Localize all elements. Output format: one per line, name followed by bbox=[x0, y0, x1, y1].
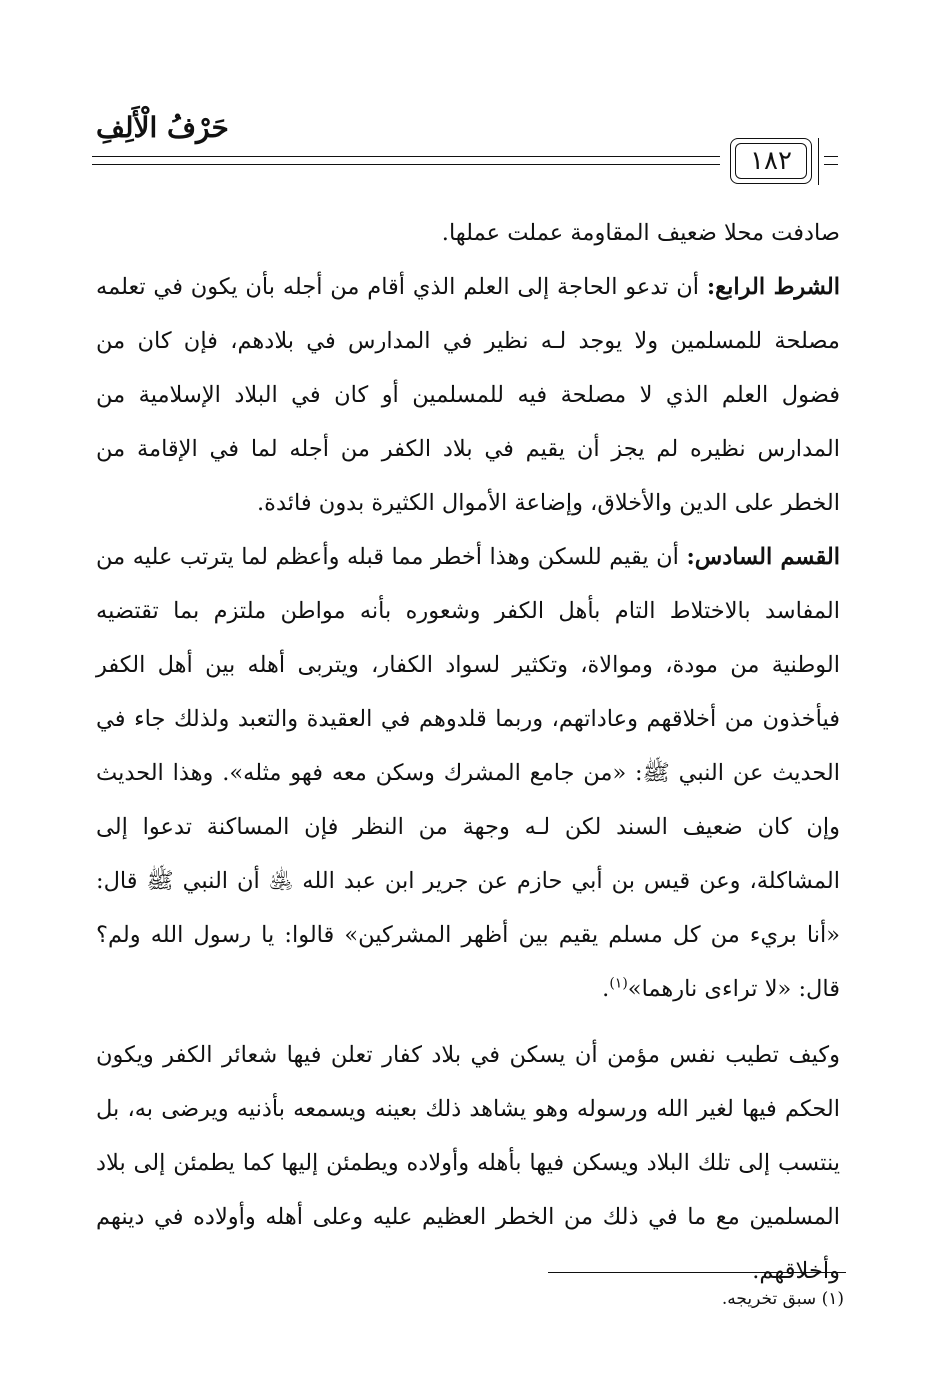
header-rule-right-bottom bbox=[824, 164, 838, 165]
footnote: (١) سبق تخريجه. bbox=[721, 1289, 844, 1309]
paragraph-3-lead: القسم السادس: bbox=[686, 544, 840, 570]
paragraph-4 bbox=[96, 1028, 840, 1298]
footnote-separator bbox=[548, 1272, 846, 1273]
paragraph-2-text: أن تدعو الحاجة إلى العلم الذي أقام من أجله بأن يكون في تعلمه مصلحة للمسلمين ولا يوجد لـه نظير في المدارس في بلادهم، فإن كان من فضول العلم الذي لا مصلحة فيه للمسلمين أو كان في البلاد الإسلامية من المدارس نظيره لم يجز أن يقيم في بلاد الكفر من أجله لما في الإقامة من الخطر على الدين والأخلاق، وإضاعة الأموال الكثيرة بدون فائدة. bbox=[96, 274, 840, 516]
paragraph-2 bbox=[96, 260, 840, 530]
paragraph-2-lead: الشرط الرابع: bbox=[706, 274, 841, 300]
header-rule-bottom bbox=[92, 164, 720, 165]
header-rule-right-top bbox=[824, 156, 838, 157]
footnote-reference[interactable]: (١) bbox=[609, 975, 628, 992]
header-rule-top bbox=[92, 156, 720, 157]
main-text bbox=[96, 206, 840, 1298]
page-number-frame bbox=[730, 138, 812, 184]
paragraph-3 bbox=[96, 530, 840, 1016]
paragraph-1 bbox=[96, 206, 840, 260]
page-number: ١٨٢ bbox=[735, 143, 807, 179]
page-number-frame-accent bbox=[810, 138, 819, 185]
paragraph-4-text: وكيف تطيب نفس مؤمن أن يسكن في بلاد كفار تعلن فيها شعائر الكفر ويكون الحكم فيها لغير الله ورسوله وهو يشاهد ذلك بعينه ويسمعه بأذنيه ويرضى به، بل ينتسب إلى تلك البلاد ويسكن فيها بأهله وأولاده ويطمئن إليها كما يطمئن إلى بلاد المسلمين مع ما في ذلك من الخطر العظيم عليه وعلى أهله وأولاده في دينهم وأخلاقهم. bbox=[96, 1042, 840, 1284]
running-title: حَرْفُ الْأَلِفِ bbox=[96, 111, 229, 144]
paragraph-3-text: أن يقيم للسكن وهذا أخطر مما قبله وأعظم لما يترتب عليه من المفاسد بالاختلاط التام بأهل الكفر وشعوره بأنه مواطن ملتزم بما تقتضيه الوطنية من مودة، وموالاة، وتكثير لسواد الكفار، ويتربى أهله بين أهل الكفر فيأخذون من أخلاقهم وعاداتهم، وربما قلدوهم في العقيدة والتعبد ولذلك جاء في الحديث عن النبي ﷺ: «من جامع المشرك وسكن معه فهو مثله». وهذا الحديث وإن كان ضعيف السند لكن لـه وجهة من النظر فإن المساكنة تدعوا إلى المشاكلة، وعن قيس بن أبي حازم عن جرير ابن عبد الله ﵁ أن النبي ﷺ قال: «أنا بريء من كل مسلم يقيم بين أظهر المشركين» قالوا: يا رسول الله ولم؟ قال: «لا تراءى نارهما» bbox=[96, 544, 840, 1002]
paragraph-3-end: . bbox=[602, 976, 610, 1002]
paragraph-1-text: صادفت محلا ضعيف المقاومة عملت عملها. bbox=[441, 220, 840, 246]
